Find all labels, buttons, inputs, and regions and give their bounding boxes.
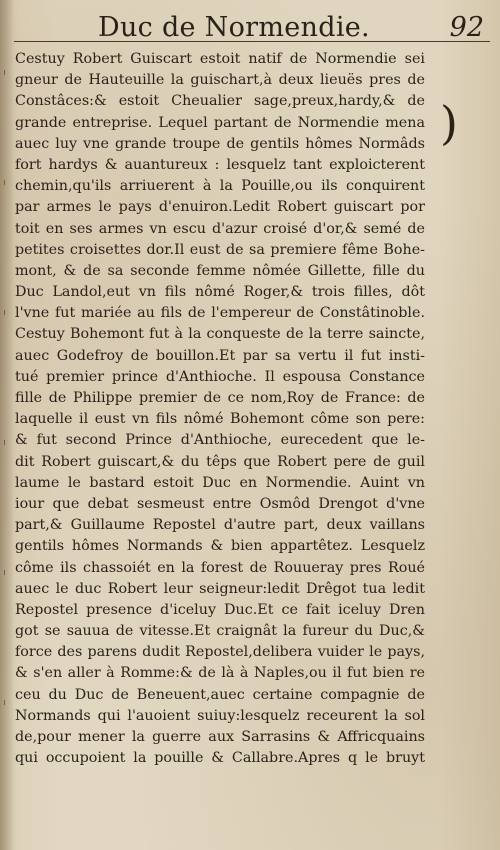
- text-line: laquelle il eust vn fils nômé Bohemont côme son pere:: [15, 411, 425, 428]
- text-line: Cestuy Robert Guiscart estoit natif de Normendie sei: [15, 51, 425, 67]
- text-line: mont, & de sa seconde femme nômée Gillette, fille du: [15, 262, 425, 279]
- page-title: Duc de Normendie.: [98, 12, 370, 43]
- ruling-tick: [4, 70, 5, 75]
- text-line: auec le duc Robert leur seigneur:ledit Drêgot tua ledit: [15, 580, 425, 597]
- text-line: Repostel presence d'iceluy Duc.Et ce fait iceluy Dren: [15, 601, 425, 618]
- marginal-bracket-mark: ): [440, 96, 458, 150]
- text-line: laume le bastard estoit Duc en Normendie. Auint vn: [15, 474, 425, 491]
- text-line: qui occupoient la pouille & Callabre.Apres q le bruyt: [15, 750, 425, 767]
- text-line: gneur de Hauteuille la guischart,à deux lieuës pres de: [15, 72, 425, 89]
- header-rule: [14, 41, 490, 42]
- text-line: ceu du Duc de Beneuent,auec certaine compagnie de: [15, 686, 425, 703]
- ruling-tick: [4, 440, 5, 445]
- ruling-tick: [4, 570, 5, 575]
- text-line: côme ils chassoiét en la forest de Rouueray pres Roué: [15, 559, 425, 576]
- body-text: [15, 49, 425, 769]
- text-line: dit Robert guiscart,& du têps que Robert pere de guil: [15, 453, 425, 470]
- text-line: & fut second Prince d'Anthioche, eurecedent que le-: [15, 432, 425, 449]
- text-line: Normands qui l'auoient suiuy:lesquelz receurent la sol: [15, 707, 425, 724]
- text-line: part,& Guillaume Repostel d'autre part, deux vaillans: [15, 517, 425, 534]
- text-line: tué premier prince d'Anthioche. Il espousa Constance: [15, 368, 425, 385]
- text-line: iour que debat sesmeust entre Osmôd Drengot d'vne: [15, 495, 425, 512]
- text-line: Duc Landol,eut vn fils nômé Roger,& trois filles, dôt: [15, 284, 425, 301]
- text-line: par armes le pays d'enuiron.Ledit Robert guiscart por: [15, 199, 425, 216]
- text-line: fort hardys & auantureux : lesquelz tant exploicterent: [15, 156, 425, 173]
- ruling-tick: [4, 310, 5, 315]
- running-header: [18, 6, 488, 46]
- text-line: petites croisettes dor.Il eust de sa premiere fême Bohe-: [15, 241, 425, 258]
- text-line: got se sauua de vitesse.Et craignât la fureur du Duc,&: [15, 623, 425, 640]
- text-line: fille de Philippe premier de ce nom,Roy de France: de: [15, 390, 425, 406]
- text-line: chemin,qu'ils arriuerent à la Pouille,ou ils conquirent: [15, 178, 425, 195]
- ruling-tick: [4, 700, 5, 705]
- text-line: force des parens dudit Repostel,delibera vuider le pays,: [15, 644, 425, 661]
- text-line: & s'en aller à Romme:& de là à Naples,ou il fut bien re: [15, 665, 425, 682]
- text-line: grande entreprise. Lequel partant de Normendie mena: [15, 114, 425, 131]
- text-line: l'vne fut mariée au fils de l'empereur de Constâtinoble.: [15, 305, 425, 322]
- text-line: auec luy vne grande troupe de gentils hômes Normâds: [15, 135, 425, 152]
- page-number: 92: [449, 12, 484, 43]
- text-line: Cestuy Bohemont fut à la conqueste de la terre saincte,: [15, 326, 425, 343]
- text-line: auec Godefroy de bouillon.Et par sa vertu il fut insti-: [15, 347, 425, 364]
- text-line: gentils hômes Normands & bien appartêtez. Lesquelz: [15, 538, 425, 555]
- ruling-tick: [4, 180, 5, 185]
- margin-ruling-marks: [2, 60, 12, 780]
- text-line: Constâces:& estoit Cheualier sage,preux,hardy,& de: [15, 93, 425, 110]
- text-line: de,pour mener la guerre aux Sarrasins & Affricquains: [15, 729, 425, 745]
- text-line: toit en ses armes vn escu d'azur croisé d'or,& semé de: [15, 220, 425, 237]
